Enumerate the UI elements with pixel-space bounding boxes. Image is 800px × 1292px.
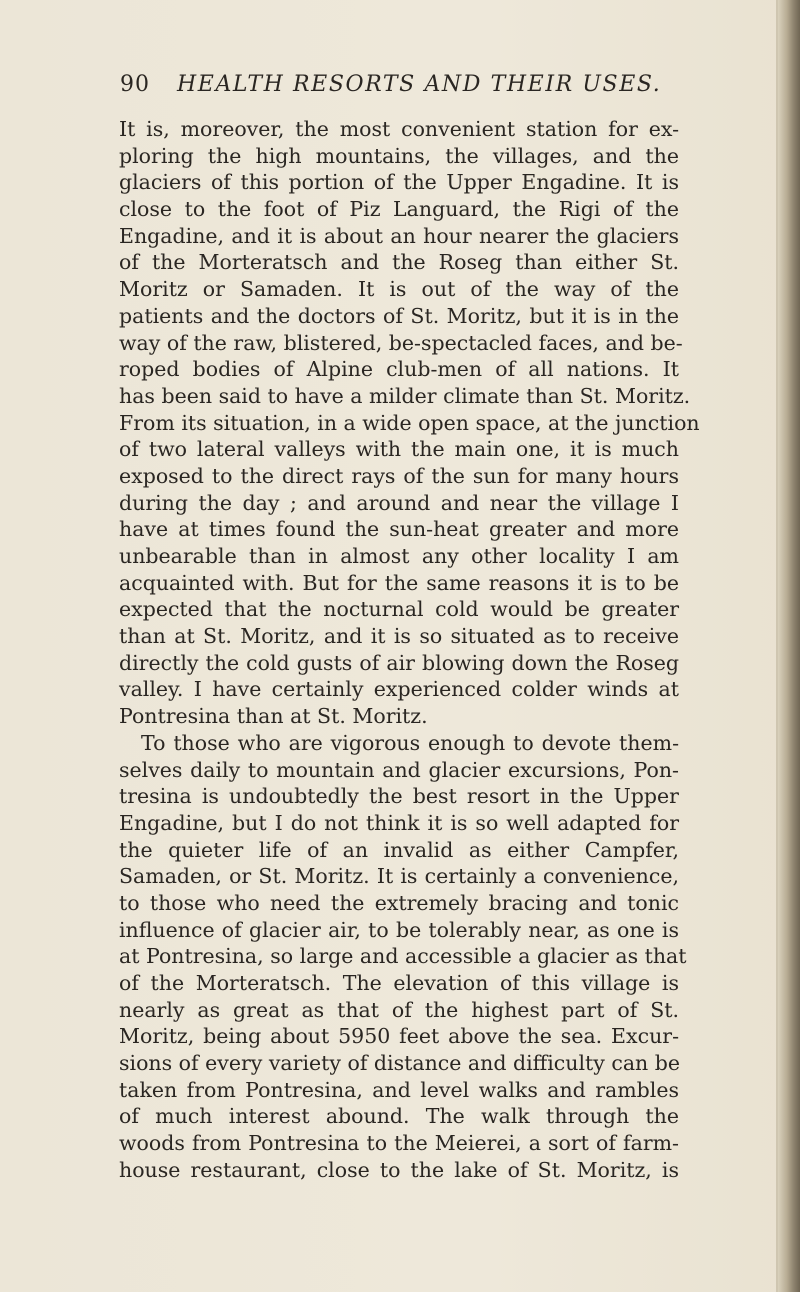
- text-line: expected that the nocturnal cold would be greater: [119, 597, 679, 622]
- paragraph-end-line: Pontresina than at St. Moritz.: [119, 704, 428, 729]
- text-line: than at St. Moritz, and it is so situated as to receive: [119, 624, 679, 649]
- text-line: has been said to have a milder climate than St. Moritz.: [119, 383, 691, 408]
- text-line: Moritz, being about 5950 feet above the sea. Excur-: [119, 1024, 679, 1049]
- text-line: influence of glacier air, to be tolerably near, as one is: [119, 917, 679, 942]
- text-line: glaciers of this portion of the Upper Engadine. It is: [119, 170, 679, 195]
- text-line: selves daily to mountain and glacier excursions, Pon-: [119, 757, 679, 782]
- paragraph-start-line: To those who are vigorous enough to devote them-: [141, 730, 679, 755]
- text-line: of the Morteratsch and the Roseg than either St.: [119, 250, 679, 275]
- text-line: of the Morteratsch. The elevation of this village is: [119, 971, 679, 995]
- page-header: [120, 72, 680, 102]
- text-line: Engadine, and it is about an hour nearer the glaciers: [119, 223, 679, 248]
- text-line: house restaurant, close to the lake of St. Moritz, is: [119, 1157, 679, 1182]
- text-line: of much interest abound. The walk through the: [119, 1104, 679, 1129]
- text-line: exposed to the direct rays of the sun for many hours: [119, 463, 679, 488]
- text-line: taken from Pontresina, and level walks and rambles: [119, 1077, 679, 1102]
- text-line: to those who need the extremely bracing and tonic: [119, 890, 679, 915]
- text-line: woods from Pontresina to the Meierei, a sort of farm-: [119, 1131, 679, 1156]
- text-line: acquainted with. But for the same reasons it is to be: [119, 570, 679, 595]
- text-line: nearly as great as that of the highest part of St.: [119, 997, 679, 1022]
- body-text: [119, 116, 700, 1184]
- text-line: Engadine, but I do not think it is so well adapted for: [119, 810, 679, 835]
- text-line: sions of every variety of distance and difficulty can be: [119, 1051, 681, 1076]
- text-line: roped bodies of Alpine club-men of all nations. It: [119, 357, 679, 382]
- running-title: HEALTH RESORTS AND THEIR USES.: [177, 72, 662, 97]
- text-line: directly the cold gusts of air blowing down the Roseg: [119, 650, 679, 675]
- text-line: way of the raw, blistered, be-spectacled faces, and be-: [119, 330, 683, 355]
- text-line: tresina is undoubtedly the best resort in the Upper: [119, 784, 679, 809]
- page-edge-shadow: [778, 0, 800, 1292]
- text-line: ploring the high mountains, the villages, and the: [119, 143, 679, 168]
- text-line: of two lateral valleys with the main one, it is much: [119, 437, 679, 462]
- text-line: at Pontresina, so large and accessible a glacier as that: [119, 944, 687, 969]
- text-line: close to the foot of Piz Languard, the Rigi of the: [119, 197, 679, 222]
- page-number: 90: [120, 72, 150, 97]
- text-line: during the day ; and around and near the village I: [119, 490, 679, 515]
- text-line: Moritz or Samaden. It is out of the way of the: [119, 277, 679, 302]
- text-line: patients and the doctors of St. Moritz, but it is in the: [119, 303, 679, 328]
- text-line: Samaden, or St. Moritz. It is certainly a convenience,: [119, 864, 679, 889]
- text-line: the quieter life of an invalid as either Campfer,: [119, 837, 679, 862]
- text-line: From its situation, in a wide open space, at the junction: [119, 410, 700, 435]
- text-line: It is, moreover, the most convenient station for ex-: [119, 117, 679, 141]
- text-line: unbearable than in almost any other locality I am: [119, 544, 679, 568]
- text-line: have at times found the sun-heat greater and more: [119, 517, 679, 542]
- text-line: valley. I have certainly experienced colder winds at: [119, 677, 679, 702]
